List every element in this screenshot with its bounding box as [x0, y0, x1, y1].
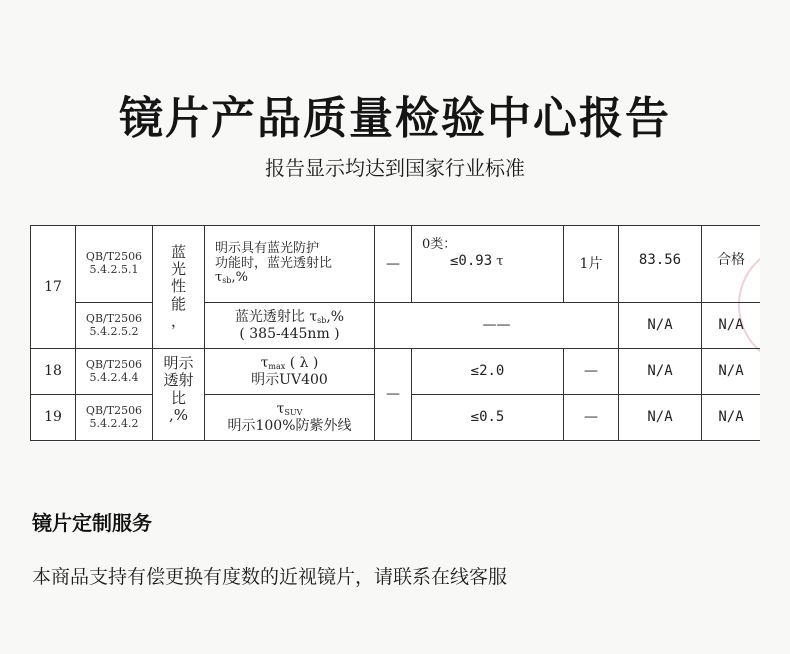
table-row: [31, 349, 761, 395]
table-row: [31, 226, 761, 303]
requirement-cell: 明示具有蓝光防护 功能时，蓝光透射比 $\tau_{sb},\%$: [205, 226, 375, 303]
standard-cell: QB/T2506 5.4.2.5.2: [76, 303, 153, 349]
category-cell: 蓝 光 性 能 ，: [153, 226, 205, 349]
dash-cell: —: [375, 349, 412, 441]
standard-cell: QB/T2506 5.4.2.4.4: [76, 349, 153, 395]
quantity-cell: —: [564, 395, 619, 441]
spec-cell: ≤0.5: [412, 395, 564, 441]
section-text: 本商品支持有偿更换有度数的近视镜片，请联系在线客服: [32, 566, 508, 588]
standard-cell: QB/T2506 5.4.2.5.1: [76, 226, 153, 303]
report-scan: [30, 225, 760, 442]
table-row: [31, 303, 761, 349]
verdict-cell: N/A: [702, 395, 761, 441]
quantity-cell: —: [564, 349, 619, 395]
quantity-cell: 1片: [564, 226, 619, 303]
verdict-cell: 合格: [702, 226, 761, 303]
row-number: 17: [31, 226, 76, 349]
section-title: 镜片定制服务: [32, 511, 152, 535]
result-cell: N/A: [619, 349, 702, 395]
verdict-cell: N/A: [702, 349, 761, 395]
verdict-cell: N/A: [702, 303, 761, 349]
result-cell: N/A: [619, 395, 702, 441]
result-cell: 83.56: [619, 226, 702, 303]
spec-cell: ≤2.0: [412, 349, 564, 395]
row-number: 19: [31, 395, 76, 441]
page-title: 镜片产品质量检验中心报告: [119, 93, 671, 144]
spec-cell: 0类： ≤0.93 τ: [412, 226, 564, 303]
page-subtitle: 报告显示均达到国家行业标准: [265, 156, 525, 180]
dash-cell: —: [375, 226, 412, 303]
requirement-cell: 蓝光透射比 $\tau_{sb},\%$ ( 385-445nm ): [205, 303, 375, 349]
report-table: [30, 225, 760, 441]
row-number: 18: [31, 349, 76, 395]
requirement-cell: $\tau_{SUV}$ 明示100%防紫外线: [205, 395, 375, 441]
standard-cell: QB/T2506 5.4.2.4.2: [76, 395, 153, 441]
requirement-cell: $\tau_{max}$ ( λ ) 明示UV400: [205, 349, 375, 395]
spec-cell: ——: [375, 303, 619, 349]
result-cell: N/A: [619, 303, 702, 349]
category-cell: 明示 透射 比 ,%: [153, 349, 205, 441]
